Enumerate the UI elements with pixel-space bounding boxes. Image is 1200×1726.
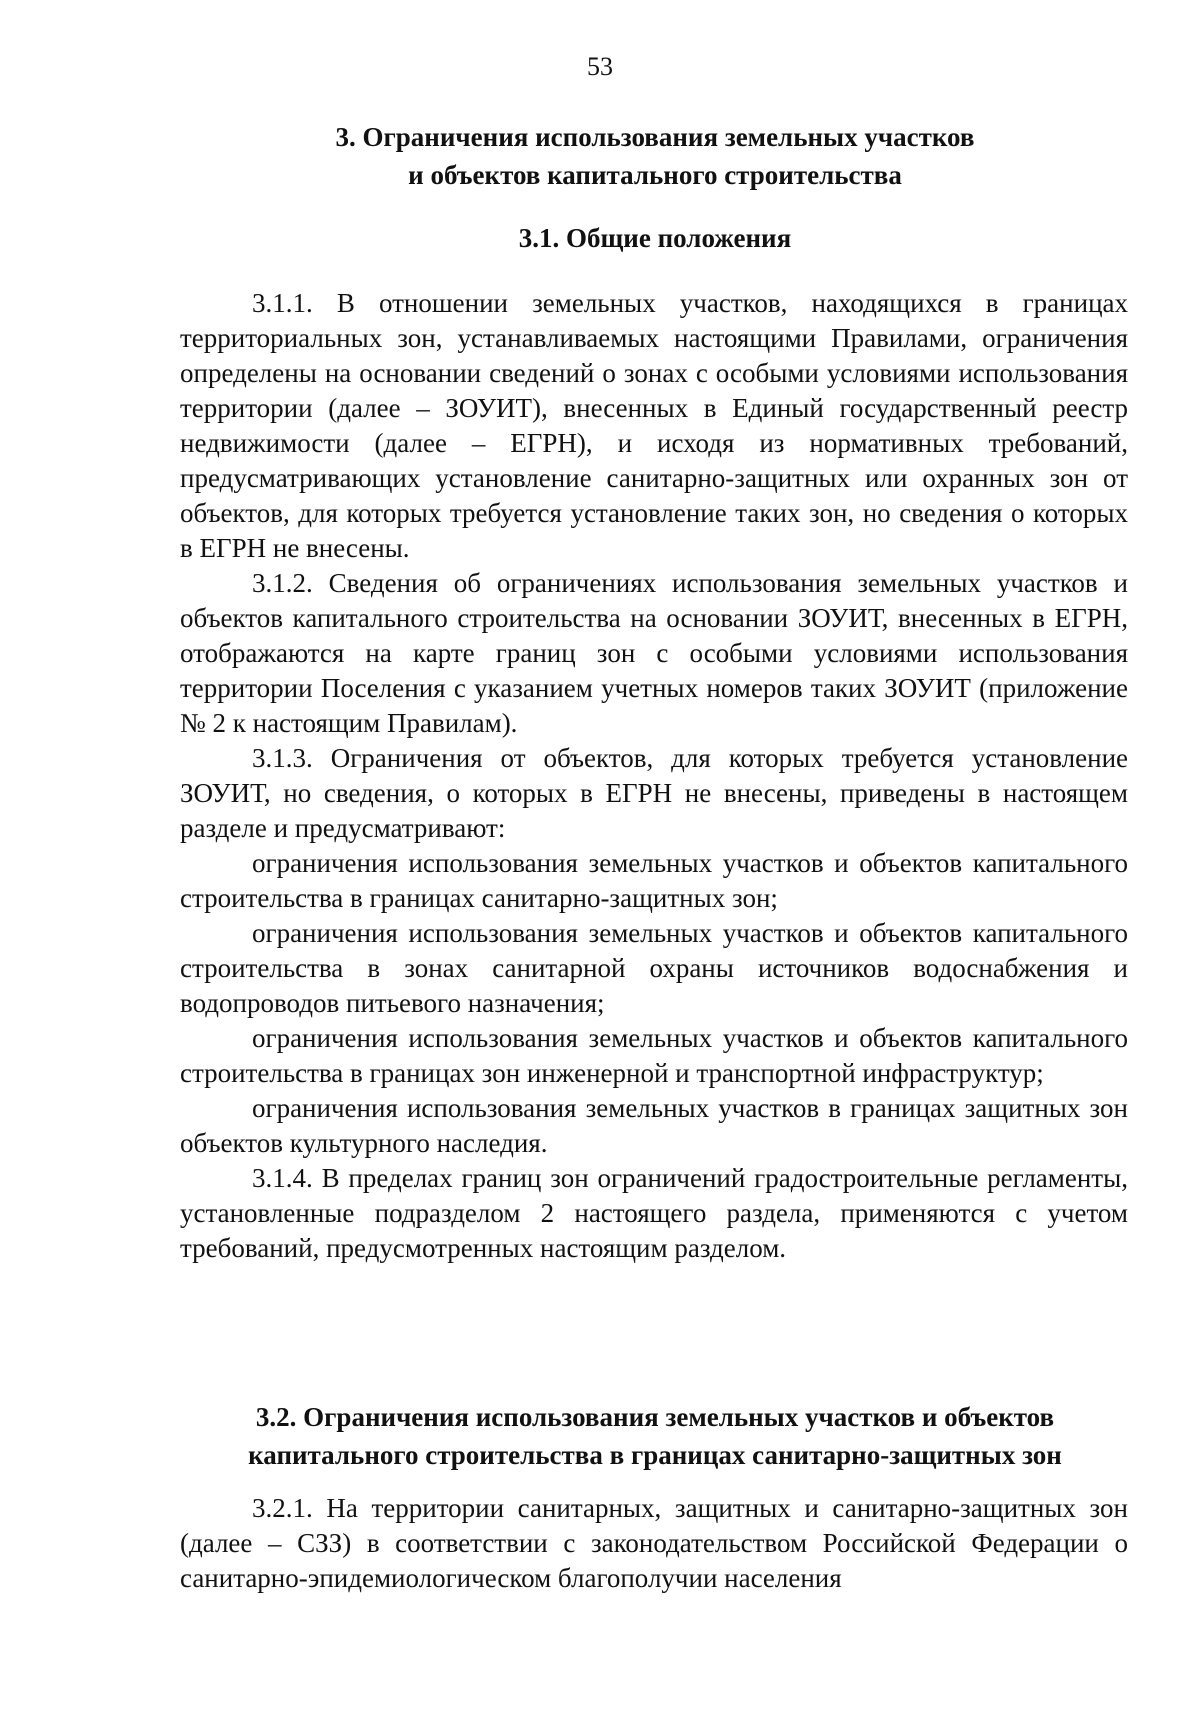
section-3-title-line-1: 3. Ограничения использования земельных участков (335, 122, 975, 152)
subsection-3-2-title-line-2: капитального строительства в границах санитарно-защитных зон (248, 1440, 1062, 1470)
subsection-3-1-title: 3.1. Общие положения (518, 223, 792, 253)
list-item-restriction-infrastructure: ограничения использования земельных участков и объектов капитального строительства в границах зон инженерной и транспортной инфраструктур; (180, 1023, 1128, 1088)
list-item-restriction-heritage: ограничения использования земельных участков в границах защитных зон объектов культурного наследия. (180, 1093, 1128, 1158)
paragraph-3-1-4: 3.1.4. В пределах границ зон ограничений градостроительные регламенты, установленные подразделом 2 настоящего раздела, применяются с учетом требований, предусмотренных настоящим разделом. (180, 1163, 1128, 1263)
paragraph-3-1-2: 3.1.2. Сведения об ограничениях использования земельных участков и объектов капитального строительства на основании ЗОУИТ, внесенных в ЕГРН, отображаются на карте границ зон с особыми условиями использования территории Поселения с указанием учетных номеров таких ЗОУИТ (приложение № 2 к настоящим Правилам). (180, 568, 1128, 738)
paragraph-3-1-3: 3.1.3. Ограничения от объектов, для которых требуется установление ЗОУИТ, но сведения, о которых в ЕГРН не внесены, приведены в настоящем разделе и предусматривают: (180, 743, 1128, 843)
section-3-title (175, 118, 1135, 194)
paragraph-3-2-1: 3.2.1. На территории санитарных, защитных и санитарно-защитных зон (далее – СЗЗ) в соответствии с законодательством Российской Федерации о санитарно-эпидемиологическом благополучии населения (180, 1493, 1128, 1593)
paragraph-3-1-1: 3.1.1. В отношении земельных участков, находящихся в границах территориальных зон, устанавливаемых настоящими Правилами, ограничения определены на основании сведений о зонах с особыми условиями использования территории (далее – ЗОУИТ), внесенных в Единый государственный реестр недвижимости (далее – ЕГРН), и исходя из нормативных требований, предусматривающих установление санитарно-защитных или охранных зон от объектов, для которых требуется установление таких зон, но сведения о которых в ЕГРН не внесены. (180, 288, 1128, 563)
page-number: 53 (587, 52, 613, 81)
section-3-1-body (180, 286, 1128, 1266)
section-3-title-line-2: и объектов капитального строительства (408, 160, 902, 190)
subsection-3-2-title (175, 1398, 1135, 1474)
subsection-3-2-title-line-1: 3.2. Ограничения использования земельных участков и объектов (255, 1402, 1055, 1432)
section-3-2-body (180, 1491, 1128, 1596)
list-item-restriction-sanitary: ограничения использования земельных участков и объектов капитального строительства в границах санитарно-защитных зон; (180, 848, 1128, 913)
list-item-restriction-water: ограничения использования земельных участков и объектов капитального строительства в зонах санитарной охраны источников водоснабжения и водопроводов питьевого назначения; (180, 918, 1128, 1018)
